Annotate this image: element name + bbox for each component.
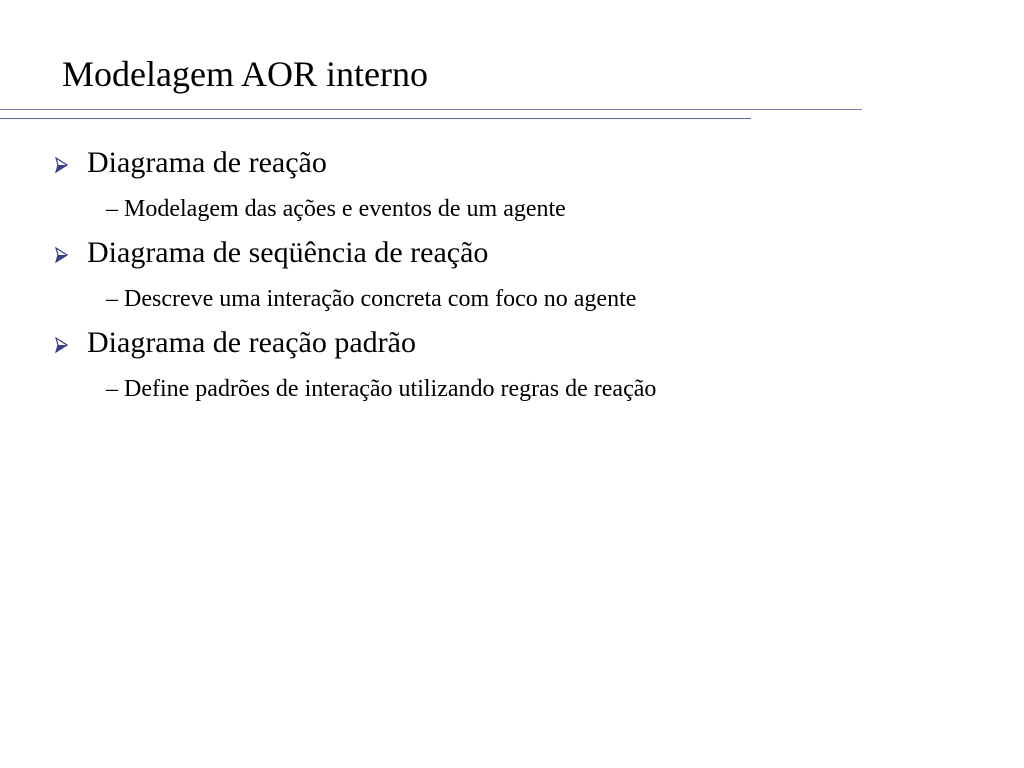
title-divider-top [0,109,862,110]
title-divider-bottom [0,118,751,119]
chevron-right-icon [54,157,68,173]
bullet-item-label: Diagrama de reação [87,146,327,179]
slide-title: Modelagem AOR interno [62,54,428,94]
bullet-sub-item: – Descreve uma interação concreta com foco no agente [106,286,637,312]
chevron-right-icon [54,247,68,263]
bullet-item-label: Diagrama de seqüência de reação [87,236,489,269]
bullet-sub-item: – Modelagem das ações e eventos de um agente [106,196,566,222]
chevron-right-icon [54,337,68,353]
bullet-item-label: Diagrama de reação padrão [87,326,416,359]
bullet-sub-item: – Define padrões de interação utilizando regras de reação [106,376,657,402]
